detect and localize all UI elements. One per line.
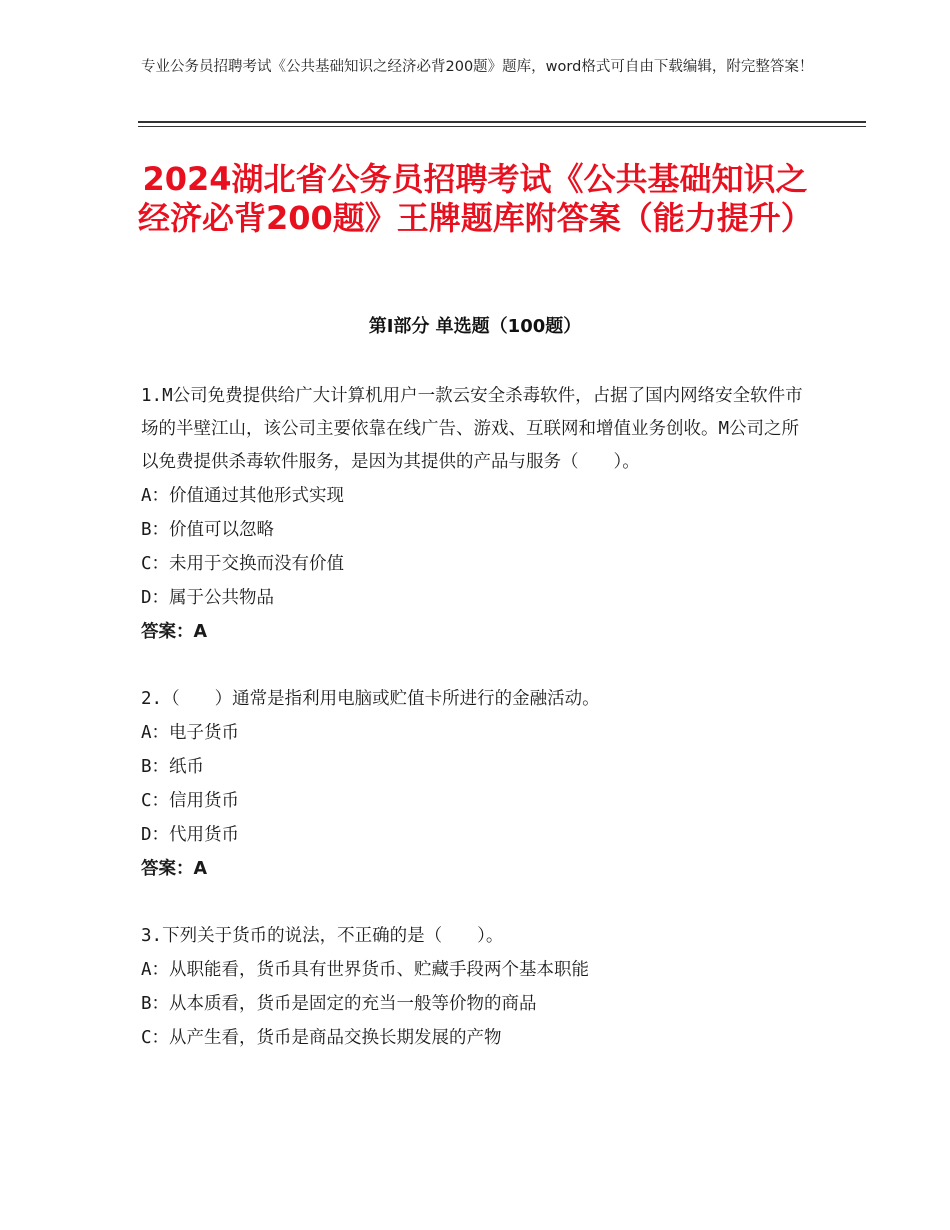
document-title: 2024湖北省公务员招聘考试《公共基础知识之经济必背200题》王牌题库附答案（能力提升）	[138, 160, 813, 237]
option-a: A：价值通过其他形式实现	[141, 486, 345, 506]
header-divider-thin	[138, 126, 866, 127]
header-divider-thick	[138, 121, 866, 123]
question-stem: 1.M公司免费提供给广大计算机用户一款云安全杀毒软件，占据了国内网络安全软件市场的半壁江山，该公司主要依靠在线广告、游戏、互联网和增值业务创收。M公司之所以免费提供杀毒软件服务，是因为其提供的产品与服务（ ）。	[141, 386, 803, 472]
option-c: C：未用于交换而没有价值	[141, 554, 345, 574]
option-c: C：信用货币	[141, 791, 240, 811]
question-2	[141, 683, 811, 886]
question-spacer	[141, 886, 811, 920]
part-heading: 第Ⅰ部分 单选题（100题）	[368, 316, 582, 337]
question-spacer	[141, 649, 811, 683]
answer: 答案：A	[141, 859, 208, 879]
option-d: D：代用货币	[141, 825, 240, 845]
question-3	[141, 920, 811, 1055]
answer: 答案：A	[141, 622, 208, 642]
question-stem: 3.下列关于货币的说法，不正确的是（ ）。	[141, 926, 504, 946]
header-note: 专业公务员招聘考试《公共基础知识之经济必背200题》题库，word格式可自由下载编辑，附完整答案！	[141, 59, 814, 75]
option-a: A：从职能看，货币具有世界货币、贮藏手段两个基本职能	[141, 960, 590, 980]
option-b: B：从本质看，货币是固定的充当一般等价物的商品	[141, 994, 537, 1014]
option-c: C：从产生看，货币是商品交换长期发展的产物	[141, 1028, 502, 1048]
question-1	[141, 380, 811, 649]
question-list	[141, 380, 811, 1055]
option-b: B：纸币	[141, 757, 205, 777]
question-stem: 2.（ ）通常是指利用电脑或贮值卡所进行的金融活动。	[141, 689, 600, 709]
option-d: D：属于公共物品	[141, 588, 275, 608]
option-a: A：电子货币	[141, 723, 240, 743]
option-b: B：价值可以忽略	[141, 520, 275, 540]
